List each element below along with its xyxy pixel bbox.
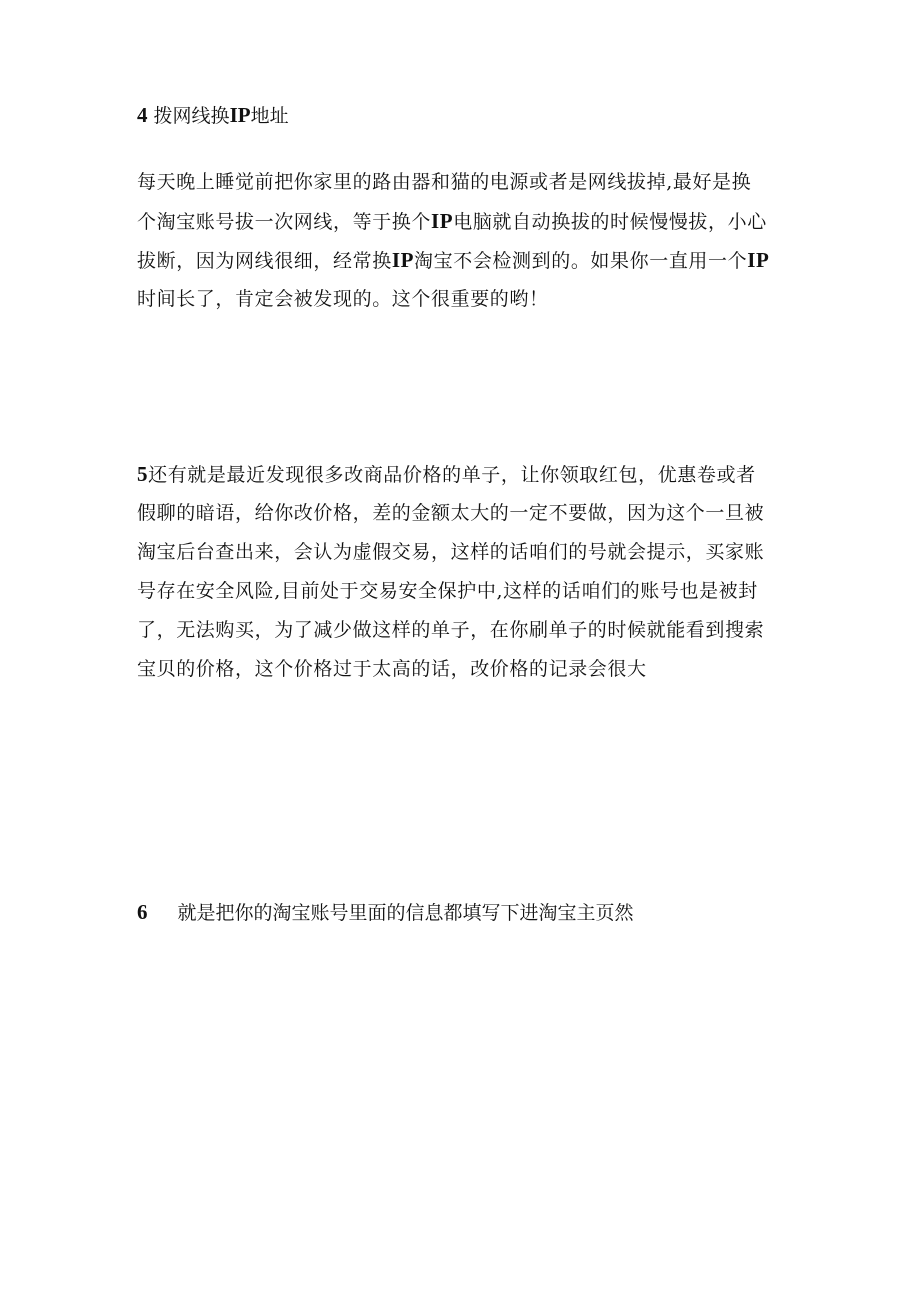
ip-text: IP [431, 209, 454, 233]
section-6-text: 就是把你的淘宝账号里面的信息都填写下进淘宝主页然 [177, 902, 634, 924]
text-run: 还有就是最近发现很多改商品价格的单子，让你领取红包，优惠卷或者 [148, 464, 756, 486]
section-5-line-1 [137, 455, 787, 494]
section-4-paragraph [137, 163, 787, 319]
text-run: 淘宝不会检测到的。如果你一直用一个 [414, 250, 748, 272]
text-run: 拔断，因为网线很细，经常换 [137, 250, 392, 272]
text-run: 时间长了，肯定会被发现的。这个很重要的哟！ [137, 288, 549, 310]
section-4-line-3 [137, 241, 787, 280]
section-4-number: 4 [137, 103, 148, 127]
section-4-line-1 [137, 163, 787, 202]
section-4-line-2 [137, 202, 787, 241]
ip-text: IP [747, 248, 770, 272]
section-5-number: 5 [137, 462, 149, 486]
text-run: 了，无法购买，为了减少做这样的单子，在你刷单子的时候就能看到搜索 [137, 619, 765, 641]
section-4-heading [137, 101, 787, 130]
section-5-line-6 [137, 650, 787, 689]
section-5-line-2 [137, 494, 787, 533]
section-5-line-4 [137, 572, 787, 611]
section-5-line-5 [137, 611, 787, 650]
section-5-line-3 [137, 533, 787, 572]
section-6-number: 6 [137, 900, 148, 924]
section-4-title-part-b: 地址 [250, 105, 289, 127]
text-run: 淘宝后台查出来，会认为虚假交易，这样的话咱们的号就会提示，买家账 [137, 541, 765, 563]
section-4-title-ip: IP [229, 103, 251, 127]
text-run: 个淘宝账号拔一次网线，等于换个 [137, 211, 432, 233]
text-run: 号存在安全风险,目前处于交易安全保护中,这样的话咱们的账号也是被封 [137, 580, 758, 602]
section-4-line-4 [137, 280, 787, 319]
section-4-title-part-a: 拨网线换 [153, 105, 230, 127]
section-6-heading [137, 898, 787, 927]
ip-text: IP [391, 248, 415, 272]
text-run: 每天晚上睡觉前把你家里的路由器和猫的电源或者是网线拔掉,最好是换 [137, 171, 752, 193]
text-run: 假聊的暗语，给你改价格，差的金额太大的一定不要做，因为这个一旦被 [137, 502, 765, 524]
text-run: 宝贝的价格，这个价格过于太高的话，改价格的记录会很大 [137, 658, 647, 680]
section-5-paragraph [137, 455, 787, 689]
text-run: 电脑就自动换拔的时候慢慢拔，小心 [453, 211, 767, 233]
